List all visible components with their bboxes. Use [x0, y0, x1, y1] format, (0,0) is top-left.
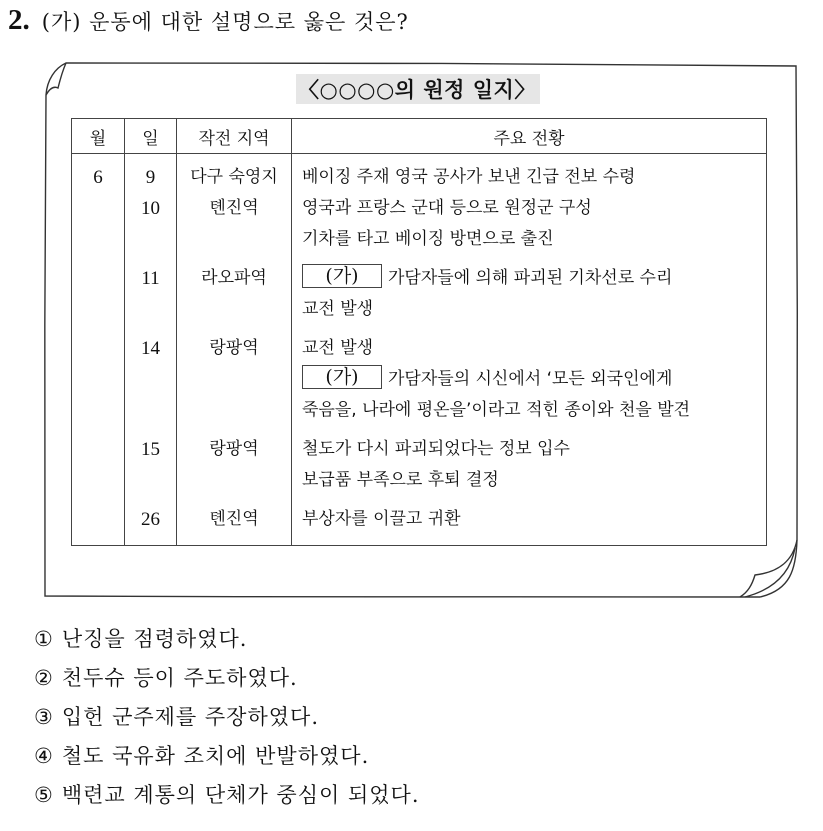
event-line: (가) 가담자들의 시신에서 ‘모든 외국인에게	[302, 364, 766, 395]
ga-blank-box: (가)	[302, 365, 382, 389]
cell-area: 다구 숙영지	[177, 154, 292, 194]
cell-day: 9	[125, 154, 177, 194]
table-row	[72, 496, 767, 546]
choice-2[interactable]: ② 천두슈 등이 주도하였다.	[34, 666, 298, 690]
cell-events	[292, 426, 767, 496]
event-line: 죽음을, 나라에 평온을’이라고 적힌 종이와 천을 발견	[302, 400, 691, 420]
cell-day: 26	[125, 496, 177, 546]
document-title-highlight	[296, 74, 540, 104]
cell-day: 10	[125, 193, 177, 255]
event-line: 교전 발생	[302, 338, 374, 358]
event-line: 철도가 다시 파괴되었다는 정보 입수	[302, 439, 570, 459]
cell-day: 15	[125, 426, 177, 496]
event-line: (가) 가담자들에 의해 파괴된 기차선로 수리	[302, 263, 766, 294]
choice-4[interactable]: ④ 철도 국유화 조치에 반발하였다.	[34, 744, 370, 768]
question-number: 2.	[8, 4, 30, 36]
cell-area: 톈진역	[177, 193, 292, 255]
cell-day: 14	[125, 325, 177, 426]
cell-month	[72, 426, 125, 496]
ga-blank-box: (가)	[302, 264, 382, 288]
header-day: 일	[125, 119, 177, 154]
table-row	[72, 154, 767, 194]
cell-month	[72, 325, 125, 426]
cell-area: 톈진역	[177, 496, 292, 546]
cell-month	[72, 193, 125, 255]
event-line: 베이징 주재 영국 공사가 보낸 긴급 전보 수령	[302, 167, 636, 187]
expedition-log-table	[71, 118, 767, 546]
document-title: 〈○○○○의 원정 일지〉	[298, 78, 536, 102]
event-line: 영국과 프랑스 군대 등으로 원정군 구성	[302, 198, 592, 218]
cell-events	[292, 193, 767, 255]
event-line: 보급품 부족으로 후퇴 결정	[302, 470, 499, 490]
table-row	[72, 426, 767, 496]
header-events: 주요 전황	[292, 119, 767, 154]
cell-events	[292, 255, 767, 325]
cell-month: 6	[72, 154, 125, 194]
choice-5[interactable]: ⑤ 백련교 계통의 단체가 중심이 되었다.	[34, 783, 420, 807]
choice-3[interactable]: ③ 입헌 군주제를 주장하였다.	[34, 705, 319, 729]
choice-1[interactable]: ① 난징을 점령하였다.	[34, 627, 248, 651]
event-line: 기차를 타고 베이징 방면으로 출진	[302, 229, 554, 249]
question-text: (가) 운동에 대한 설명으로 옳은 것은?	[41, 10, 409, 34]
cell-events	[292, 154, 767, 194]
answer-choices	[34, 620, 420, 815]
event-line: 부상자를 이끌고 귀환	[302, 509, 461, 529]
cell-area: 랑팡역	[177, 325, 292, 426]
cell-month	[72, 496, 125, 546]
cell-events	[292, 496, 767, 546]
event-line: 교전 발생	[302, 299, 374, 319]
cell-events	[292, 325, 767, 426]
table-row	[72, 325, 767, 426]
cell-day: 11	[125, 255, 177, 325]
table-row	[72, 255, 767, 325]
cell-area: 랑팡역	[177, 426, 292, 496]
table-row	[72, 193, 767, 255]
table-header-row	[72, 119, 767, 154]
header-area: 작전 지역	[177, 119, 292, 154]
header-month: 월	[72, 119, 125, 154]
cell-area: 라오파역	[177, 255, 292, 325]
cell-month	[72, 255, 125, 325]
